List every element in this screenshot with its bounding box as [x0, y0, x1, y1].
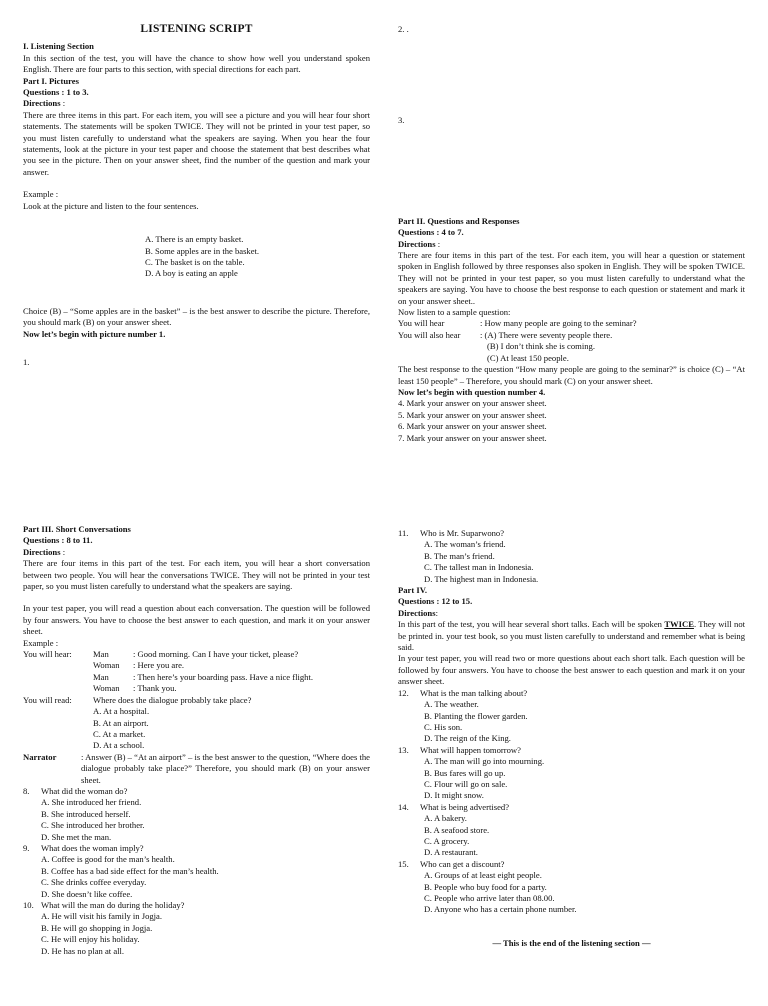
part2-heading: Part II. Questions and Responses: [398, 215, 520, 226]
part1-example-label: Example :: [23, 189, 59, 200]
list-item: 6. Mark your answer on your answer sheet.: [398, 421, 547, 432]
part4-directions: In this part of the test, you will hear several short talks. Each will be spoken TWICE. They will not be printed in. your test book, so you must listen carefully to understand and remember what is being said.: [398, 619, 746, 653]
read-question: You will read: Where does the dialogue probably take place?: [23, 694, 252, 705]
item-number: 3.: [398, 115, 405, 126]
part3-directions-2: In your test paper, you will read a question about each conversation. The question will be followed by four answers. You have to choose the best answer to each question, and mark it on your answer sheet.: [23, 603, 370, 637]
part3-heading: Part III. Short Conversations: [23, 524, 131, 534]
list-item: D. A boy is eating an apple: [145, 268, 238, 279]
part1-example-options: [23, 234, 370, 280]
part1-heading: Part I. Pictures: [23, 75, 79, 86]
list-item: D. At a school.: [93, 740, 145, 751]
dialogue-line: Woman : Thank you.: [93, 683, 177, 694]
part2-sample-intro: Now listen to a sample question:: [398, 307, 511, 318]
part2-questions: Questions : 4 to 7.: [398, 227, 464, 238]
column-bottom-left: [23, 524, 370, 957]
list-item: B. At an airport.: [93, 717, 149, 728]
dialogue-line: Woman : Here you are.: [93, 660, 185, 671]
part1-choice-text: Choice (B) – “Some apples are in the basket” – is the best answer to describe the picture. Therefore, you should mark (B) on your answer sheet.: [23, 305, 370, 328]
part2-directions-label: Directions :: [398, 238, 441, 249]
end-of-section: — This is the end of the listening section —: [492, 937, 651, 948]
question: 8. What did the woman do? A. She introduced her friend. B. She introduced herself. C. She introduced her brother. D. She met the man.: [23, 785, 145, 842]
part1-questions: Questions : 1 to 3.: [23, 87, 89, 98]
part2-directions: There are four items in this part of the test. For each item, you will hear a question or statement spoken in English followed by three responses also spoken in English. They will be spoken TWICE. They will not be printed in your test paper, so you must listen carefully to understand what the speakers are saying. You have to choose the best response to each question or statement and mark it on your answer sheet..: [398, 250, 745, 306]
list-item: A. At a hospital.: [93, 706, 150, 717]
part1-directions: There are three items in this part. For each item, you will see a picture and you will hear four short statements. The statements will be spoken TWICE. They will not be printed in your test paper, so you must listen carefully to understand what the speakers are saying. When you hear the four statements, look at the picture in your test paper and choose the statement that best describes what you see in the picture. Then on your answer sheet, find the number of the question and mark your answer.: [23, 109, 370, 177]
list-item: C. At a market.: [93, 728, 146, 739]
list-item: 5. Mark your answer on your answer sheet.: [398, 409, 547, 420]
part4-questions: Questions : 12 to 15.: [398, 596, 473, 607]
part4-directions-2: In your test paper, you will read two or more questions about each short talk. Each question will be followed by four answers. You have to choose the best answer to each question and mark it on your answer sheet.: [398, 653, 745, 687]
question: 15. Who can get a discount? A. Groups of at least eight people. B. People who buy food for a party. C. People who arrive later than 08.00. D. Anyone who has a certain phone number.: [398, 858, 577, 915]
narrator: Narrator : Answer (B) – “At an airport” – is the best answer to the question, “Where does the dialogue probably take place?” Therefore, you should mark (B) on your answer sheet.: [23, 751, 370, 785]
part3-directions-label: Directions :: [23, 546, 66, 557]
list-item: 7. Mark your answer on your answer sheet.: [398, 432, 547, 443]
item-number: 1.: [23, 356, 30, 367]
dialogue-line: Man : Then here’s your boarding pass. Have a nice flight.: [93, 671, 314, 682]
list-item: 4. Mark your answer on your answer sheet.: [398, 398, 547, 409]
question: 11. Who is Mr. Suparwono? A. The woman’s friend. B. The man’s friend. C. The tallest man in Indonesia. D. The highest man in Indonesia.: [398, 528, 539, 584]
list-item: C. The basket is on the table.: [145, 256, 245, 267]
column-top-left: [23, 24, 370, 368]
part2-you-will-also-hear: You will also hear : (A) There were seventy people there.: [398, 329, 613, 340]
part4-heading: Part IV.: [398, 585, 427, 596]
part1-directions-label: Directions :: [23, 98, 66, 109]
part3-example-label: Example :: [23, 637, 59, 648]
part2-you-will-hear: You will hear : How many people are going to the seminar?: [398, 318, 637, 329]
list-item: (B) I don’t think she is coming.: [487, 341, 595, 352]
part2-best-response: The best response to the question “How many people are going to the seminar?” is choice (C) – “At least 150 people” – Therefore, you should mark (C) on your answer sheet.: [398, 364, 745, 386]
dialogue-line: You will hear: Man : Good morning. Can I have your ticket, please?: [23, 649, 299, 660]
part3-directions: There are four items in this part of the test. For each item, you will hear a short conversation between two people. You will hear the conversations TWICE. They will not be printed in your test paper, so you must listen carefully to understand what the speakers are saying.: [23, 558, 370, 592]
part1-begin: Now let’s begin with picture number 1.: [23, 328, 166, 339]
section-heading: I. Listening Section: [23, 41, 94, 52]
list-item: B. Some apples are in the basket.: [145, 245, 260, 256]
question: 9. What does the woman imply? A. Coffee is good for the man’s health. B. Coffee has a bad side effect for the man’s health. C. She drinks coffee everyday. D. She doesn’t like coffee.: [23, 842, 219, 899]
list-item: A. There is an empty basket.: [145, 234, 244, 245]
part1-example-instruction: Look at the picture and listen to the four sentences.: [23, 200, 199, 211]
question: 10. What will the man do during the holiday? A. He will visit his family in Jogja. B. He will go shopping in Jogja. C. He will enjoy his holiday. D. He has no plan at all.: [23, 900, 185, 956]
item-number: 2. .: [398, 24, 409, 34]
part3-questions: Questions : 8 to 11.: [23, 535, 93, 546]
list-item: (C) At least 150 people.: [487, 352, 569, 363]
column-bottom-right: [398, 528, 745, 949]
question: 13. What will happen tomorrow? A. The man will go into mourning. B. Bus fares will go up. C. Flour will go on sale. D. It might snow.: [398, 744, 545, 801]
section-intro: In this section of the test, you will have the chance to show how well you understand spoken English. There are four parts to this section, with special directions for each part.: [23, 52, 370, 75]
question: 14. What is being advertised? A. A bakery. B. A seafood store. C. A grocery. D. A restaurant.: [398, 801, 510, 858]
question: 12. What is the man talking about? A. The weather. B. Planting the flower garden. C. His son. D. The reign of the King.: [398, 687, 528, 744]
column-top-right: [398, 24, 745, 444]
part4-directions-label: Directions:: [398, 607, 438, 618]
part2-begin: Now let’s begin with question number 4.: [398, 386, 546, 397]
page-title: LISTENING SCRIPT: [140, 23, 253, 35]
